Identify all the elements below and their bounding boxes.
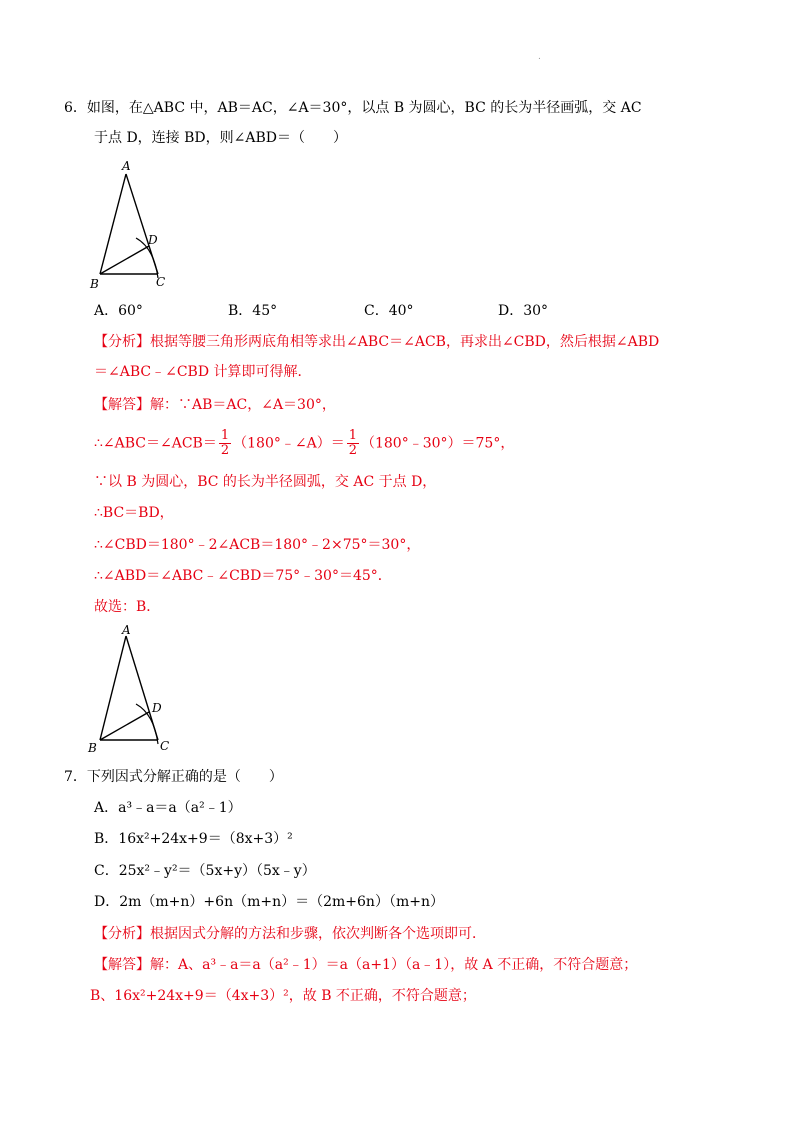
q7-solution-line1: 【解答】解：A、a³﹣a＝a（a²﹣1）＝a（a+1）（a﹣1），故 A 不正确，不符合题意；: [94, 957, 638, 973]
q6-analysis-line1: 【分析】根据等腰三角形两底角相等求出∠ABC＝∠ACB，再求出∠CBD，然后根据∠ABD: [94, 334, 660, 350]
q6-analysis-line2: ＝∠ABC﹣∠CBD 计算即可得解．: [94, 364, 312, 380]
label-d: D: [148, 233, 158, 247]
label-d-2: D: [152, 701, 162, 715]
q6-solution-figure: [86, 620, 176, 756]
q6-option-b: B．45°: [228, 303, 278, 319]
q6-option-d: D．30°: [498, 303, 549, 319]
label-c: C: [156, 275, 166, 289]
label-c-2: C: [160, 739, 170, 753]
q6-solution-line4: ∴BC＝BD，: [94, 505, 174, 521]
q6-solution-line5: ∴∠CBD＝180°﹣2∠ACB＝180°﹣2×75°＝30°，: [94, 537, 421, 553]
side-ab: [100, 174, 126, 274]
q6-solution-line3: ∵以 B 为圆心，BC 的长为半径圆弧，交 AC 于点 D，: [94, 474, 437, 490]
q7-option-c: C．25x²﹣y²＝（5x+y）（5x﹣y）: [94, 863, 316, 879]
solution-line2-part-a: ∴∠ABC＝∠ACB＝: [94, 435, 217, 452]
q6-option-a: A．60°: [94, 303, 143, 319]
page-mark: .: [538, 52, 541, 62]
q6-solution-line7: 故选：B．: [94, 599, 161, 615]
q7-solution-line2: B、16x²+24x+9＝（4x+3）²，故 B 不正确，不符合题意；: [90, 988, 476, 1004]
label-b: B: [90, 277, 99, 291]
q6-triangle-figure: [86, 158, 176, 292]
q7-option-a: A．a³﹣a＝a（a²﹣1）: [94, 800, 242, 816]
label-a-2: A: [122, 623, 131, 637]
q7-analysis: 【分析】根据因式分解的方法和步骤，依次判断各个选项即可．: [94, 926, 486, 942]
fraction-half-1: $\frac{1}{2}$: [220, 428, 230, 458]
q6-solution-line1: 【解答】解：∵AB＝AC，∠A＝30°，: [94, 397, 336, 413]
label-a: A: [122, 159, 131, 173]
solution-line2-part-c: （180°﹣30°）＝75°，: [360, 435, 515, 452]
segment-bd: [100, 246, 149, 274]
solution-line2-part-b: （180°﹣∠A）＝: [233, 435, 345, 452]
q7-stem: 7．下列因式分解正确的是（ ）: [64, 769, 283, 785]
label-b-2: B: [88, 741, 97, 755]
q6-stem-line1: 6．如图，在△ABC 中，AB＝AC，∠A＝30°，以点 B 为圆心，BC 的长为半径画弧，交 AC: [64, 100, 642, 116]
q6-stem-line2: 于点 D，连接 BD，则∠ABD＝（ ）: [94, 130, 347, 146]
q6-option-c: C．40°: [364, 303, 414, 319]
q7-option-b: B．16x²+24x+9＝（8x+3）²: [94, 831, 293, 847]
q6-solution-line6: ∴∠ABD＝∠ABC﹣∠CBD＝75°﹣30°＝45°．: [94, 568, 392, 584]
q7-option-d: D．2m（m+n）+6n（m+n）＝（2m+6n）（m+n）: [94, 894, 444, 910]
fraction-half-2: $\frac{1}{2}$: [348, 428, 357, 458]
q6-solution-line2: [94, 429, 514, 458]
